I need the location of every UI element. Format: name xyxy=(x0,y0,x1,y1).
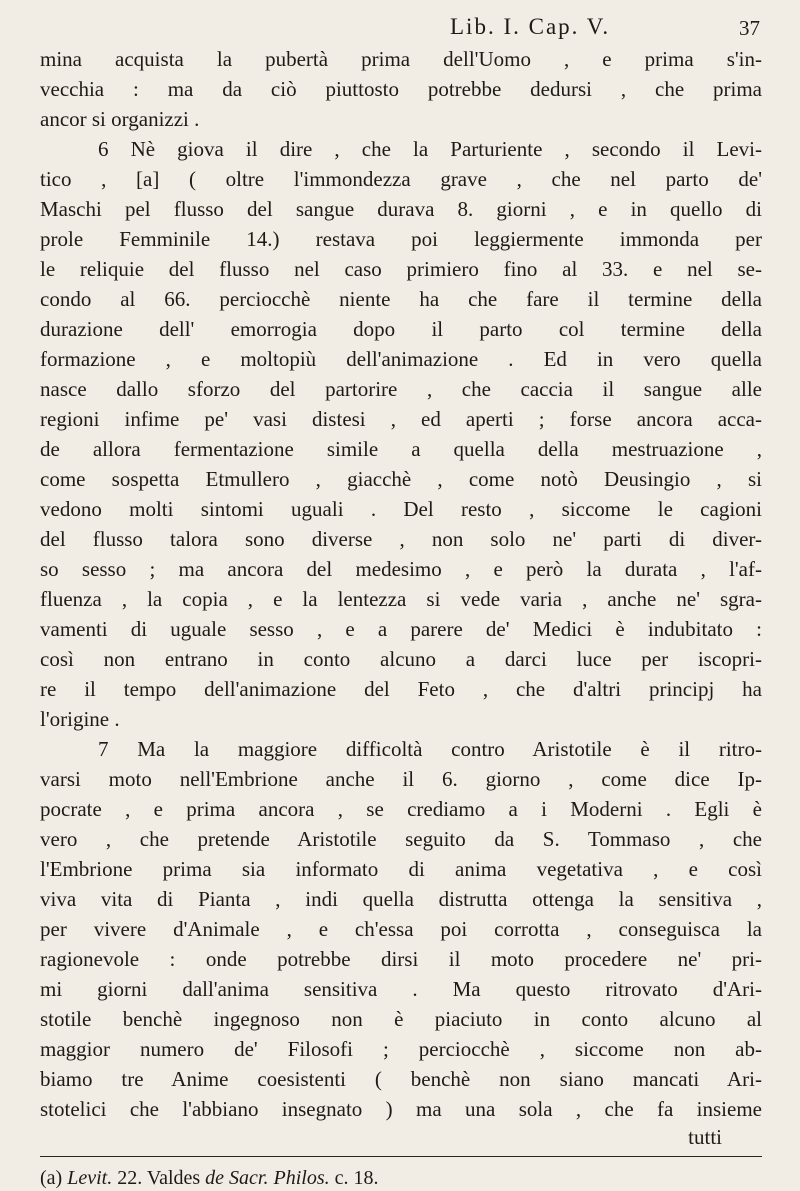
text-line: 6 Nè giova il dire , che la Parturiente , secondo il Levi- xyxy=(98,137,762,161)
footnote-reference: 22. Valdes xyxy=(117,1167,201,1189)
paragraph-6 xyxy=(40,134,762,734)
footnote-work: de Sacr. Philos. xyxy=(205,1167,330,1189)
paragraph-7 xyxy=(40,734,762,1124)
text-line: formazione , e moltopiù dell'animazione . Ed in vero quella xyxy=(40,347,762,371)
text-line: stotelici che l'abbiano insegnato ) ma una sola , che fa insieme xyxy=(40,1097,762,1121)
text-line: 7 Ma la maggiore difficoltà contro Aristotile è il ritro- xyxy=(98,737,762,761)
text-line: pocrate , e prima ancora , se crediamo a i Moderni . Egli è xyxy=(40,797,762,821)
text-line: come sospetta Etmullero , giacchè , come notò Deusingio , si xyxy=(40,467,762,491)
footnote-marker: (a) xyxy=(40,1167,63,1189)
catchword: tutti xyxy=(688,1125,722,1149)
text-line: fluenza , la copia , e la lentezza si vede varia , anche ne' sgra- xyxy=(40,587,762,611)
text-line: mina acquista la pubertà prima dell'Uomo , e prima s'in- xyxy=(40,47,762,71)
text-line: biamo tre Anime coesistenti ( benchè non siano mancati Ari- xyxy=(40,1067,762,1091)
text-line: tico , [a] ( oltre l'immondezza grave , che nel parto de' xyxy=(40,167,762,191)
text-line: vero , che pretende Aristotile seguito da S. Tommaso , che xyxy=(40,827,762,851)
text-line: maggior numero de' Filosofi ; perciocchè , siccome non ab- xyxy=(40,1037,762,1061)
footnote xyxy=(40,1165,762,1191)
text-line: mi giorni dall'anima sensitiva . Ma questo ritrovato d'Ari- xyxy=(40,977,762,1001)
text-line: de allora fermentazione simile a quella della mestruazione , xyxy=(40,437,762,461)
text-line: so sesso ; ma ancora del medesimo , e però la durata , l'af- xyxy=(40,557,762,581)
text-line: l'Embrione prima sia informato di anima vegetativa , e così xyxy=(40,857,762,881)
text-line: Maschi pel flusso del sangue durava 8. giorni , e in quello di xyxy=(40,197,762,221)
text-line: ancor si organizzi . xyxy=(40,107,200,131)
text-line: del flusso talora sono diverse , non solo ne' parti di diver- xyxy=(40,527,762,551)
text-line: durazione dell' emorrogia dopo il parto col termine della xyxy=(40,317,762,341)
text-line: per vivere d'Animale , e ch'essa poi corrotta , conseguisca la xyxy=(40,917,762,941)
text-line: le reliquie del flusso nel caso primiero fino al 33. e nel se- xyxy=(40,257,762,281)
text-line: nasce dallo sforzo del partorire , che caccia il sangue alle xyxy=(40,377,762,401)
text-line: stotile benchè ingegnoso non è piaciuto in conto alcuno al xyxy=(40,1007,762,1031)
running-title: Lib. I. Cap. V. xyxy=(450,14,611,39)
text-line: viva vita di Pianta , indi quella distrutta ottenga la sensitiva , xyxy=(40,887,762,911)
text-line: prole Femminile 14.) restava poi leggiermente immonda per xyxy=(40,227,762,251)
text-line: vedono molti sintomi uguali . Del resto , siccome le cagioni xyxy=(40,497,762,521)
footnote-rule xyxy=(40,1156,762,1157)
running-head xyxy=(40,10,762,44)
text-line: varsi moto nell'Embrione anche il 6. giorno , come dice Ip- xyxy=(40,767,762,791)
main-text xyxy=(40,44,762,1124)
text-line: condo al 66. perciocchè niente ha che fare il termine della xyxy=(40,287,762,311)
footnote-chapter: c. 18. xyxy=(334,1167,379,1189)
text-line: regioni infime pe' vasi distesi , ed aperti ; forse ancora acca- xyxy=(40,407,762,431)
text-line: l'origine . xyxy=(40,707,120,731)
text-line: così non entrano in conto alcuno a darci luce per iscopri- xyxy=(40,647,762,671)
page-number: 37 xyxy=(739,16,760,40)
footnote-source: Levit. xyxy=(67,1167,113,1189)
text-line: vecchia : ma da ciò piuttosto potrebbe dedursi , che prima xyxy=(40,77,762,101)
paragraph-continued xyxy=(40,44,762,134)
text-line: vamenti di uguale sesso , e a parere de' Medici è indubitato : xyxy=(40,617,762,641)
text-line: re il tempo dell'animazione del Feto , che d'altri principj ha xyxy=(40,677,762,701)
text-line: ragionevole : onde potrebbe dirsi il moto procedere ne' pri- xyxy=(40,947,762,971)
